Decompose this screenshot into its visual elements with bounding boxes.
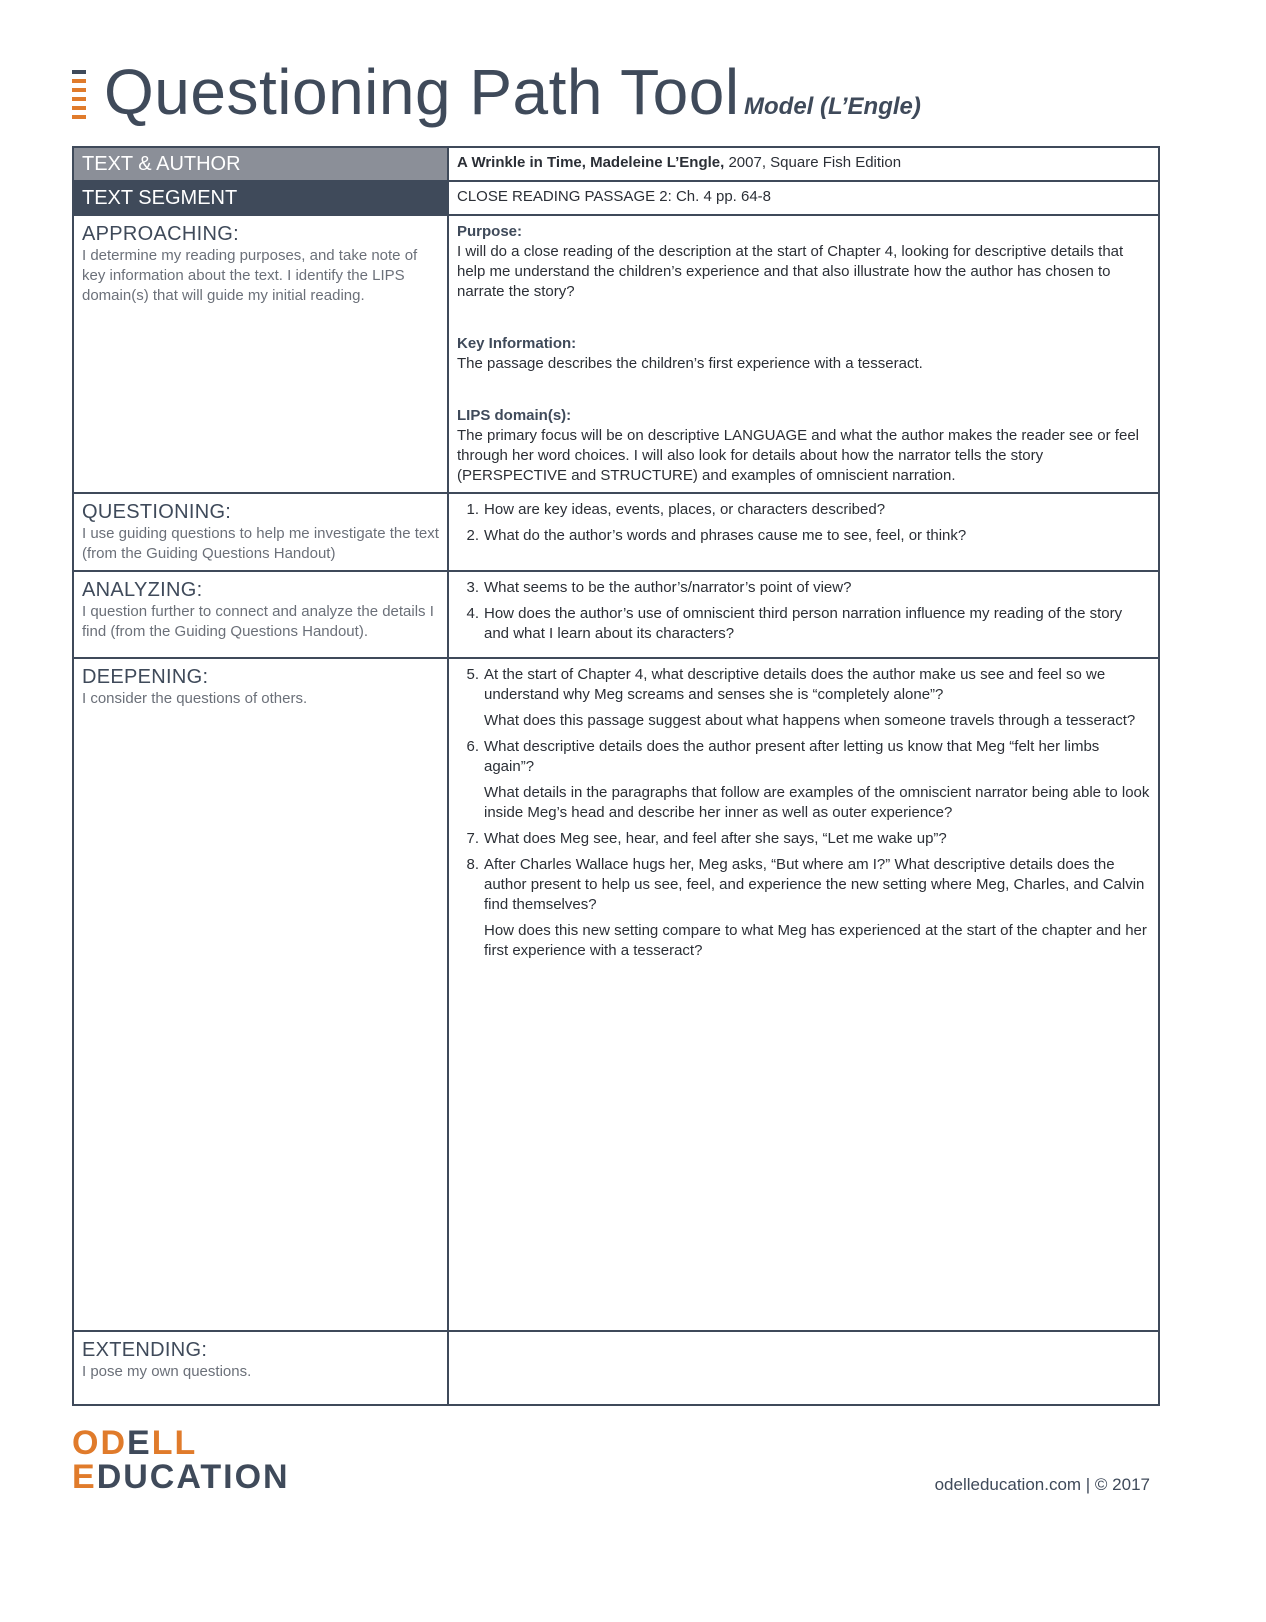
logo-line-1 [72,1426,372,1460]
question-text: What descriptive details does the author present after letting us know that Meg “felt her limbs again”? [484,738,1100,775]
question-number: 6. [466,738,479,755]
question-list [457,500,1150,546]
logo-text: OD [72,1424,127,1462]
analyzing-stage [73,571,448,658]
question-text: After Charles Wallace hugs her, Meg asks, “But where am I?” What descriptive details does the author present to help us see, feel, and experience the new setting where Meg, Charles, and Calvin find themselves? [484,856,1145,913]
purpose-label: Purpose: [457,223,523,240]
questioning-stage [73,493,448,571]
approaching-stage [73,215,448,493]
text-segment-value: CLOSE READING PASSAGE 2: Ch. 4 pp. 64-8 [448,181,1159,215]
stage-name: APPROACHING: [82,223,239,245]
question-text: At the start of Chapter 4, what descriptive details does the author make us see and feel so we understand why Meg screams and senses she is “completely alone”? [484,666,1106,703]
logo-text: LL [151,1424,198,1462]
approaching-content [448,215,1159,493]
question-item [457,829,1150,849]
question-number: 8. [466,856,479,873]
question-list [457,665,1150,961]
stage-name: EXTENDING: [82,1339,208,1361]
stage-description: I question further to connect and analyze the details I find (from the Guiding Questions Handout). [82,603,434,640]
lips-label: LIPS domain(s): [457,407,572,424]
question-text: How are key ideas, events, places, or characters described? [484,501,886,518]
question-item [457,526,1150,546]
question-text: What does Meg see, hear, and feel after she says, “Let me wake up”? [484,830,947,847]
page-subtitle: Model (L’Engle) [744,93,921,120]
text-edition: 2007, Square Fish Edition [724,154,902,171]
stage-description: I use guiding questions to help me investigate the text (from the Guiding Questions Handout) [82,525,439,562]
stage-name: DEEPENING: [82,666,209,688]
extending-stage [73,1331,448,1405]
extending-row [73,1331,1159,1405]
page-title: Questioning Path Tool [104,56,740,128]
deepening-content [448,658,1159,1331]
odell-education-logo [72,1426,372,1496]
footer-site-copyright[interactable]: odelleducation.com | © 2017 [934,1475,1150,1494]
stage-name: QUESTIONING: [82,501,232,523]
lips-text: The primary focus will be on descriptive LANGUAGE and what the author makes the reader see or feel through her word choices. I will also look for details about how the narrator tells the story (PERSPECTIVE and STRUCTURE) and examples of omniscient narration. [457,427,1139,484]
title-bars-icon [72,70,86,120]
follow-up-question: What does this passage suggest about what happens when someone travels through a tesseract? [484,712,1136,729]
logo-line-2 [72,1460,372,1494]
deepening-row [73,658,1159,1331]
purpose-text: I will do a close reading of the description at the start of Chapter 4, looking for descriptive details that help me understand the children’s experience and that also illustrate how the author has chosen to narrate the story? [457,243,1124,300]
key-info-label: Key Information: [457,335,577,352]
purpose-block [457,222,1150,302]
question-text: What seems to be the author’s/narrator’s point of view? [484,579,852,596]
question-number: 5. [466,666,479,683]
question-number: 2. [466,527,479,544]
logo-text: E [127,1424,152,1462]
follow-up-question: What details in the paragraphs that follow are examples of the omniscient narrator being able to look inside Meg’s head and describe her inner as well as outer experience? [484,784,1150,821]
questioning-row [73,493,1159,571]
text-author-value [448,147,1159,181]
extending-content[interactable] [448,1331,1159,1405]
approaching-row [73,215,1159,493]
question-item [457,578,1150,598]
logo-text: DUCATION [96,1458,290,1496]
question-number: 1. [466,501,479,518]
follow-up-question: How does this new setting compare to what Meg has experienced at the start of the chapter and her first experience with a tesseract? [484,922,1147,959]
analyzing-content [448,571,1159,658]
question-item [457,500,1150,520]
question-item [457,665,1150,731]
text-author-label: TEXT & AUTHOR [73,147,448,181]
key-info-text: The passage describes the children’s first experience with a tesseract. [457,355,923,372]
text-segment-row [73,181,1159,215]
key-info-block [457,334,1150,374]
question-item [457,737,1150,823]
question-number: 7. [466,830,479,847]
page-header [72,52,1192,132]
question-list [457,578,1150,644]
text-author-row [73,147,1159,181]
text-title: A Wrinkle in Time, Madeleine L’Engle, [457,154,725,171]
stage-description: I determine my reading purposes, and take note of key information about the text. I identify the LIPS domain(s) that will guide my initial reading. [82,247,418,304]
questioning-content [448,493,1159,571]
logo-text: E [72,1458,97,1496]
question-text: What do the author’s words and phrases cause me to see, feel, or think? [484,527,967,544]
question-number: 3. [466,579,479,596]
question-text: How does the author’s use of omniscient third person narration influence my reading of the story and what I learn about its characters? [484,605,1123,642]
deepening-stage [73,658,448,1331]
question-item [457,855,1150,961]
text-segment-label: TEXT SEGMENT [73,181,448,215]
analyzing-row [73,571,1159,658]
stage-description: I pose my own questions. [82,1363,252,1380]
question-number: 4. [466,605,479,622]
stage-name: ANALYZING: [82,579,203,601]
questioning-path-table [72,146,1160,1406]
question-item [457,604,1150,644]
stage-description: I consider the questions of others. [82,690,308,707]
lips-block [457,406,1150,486]
